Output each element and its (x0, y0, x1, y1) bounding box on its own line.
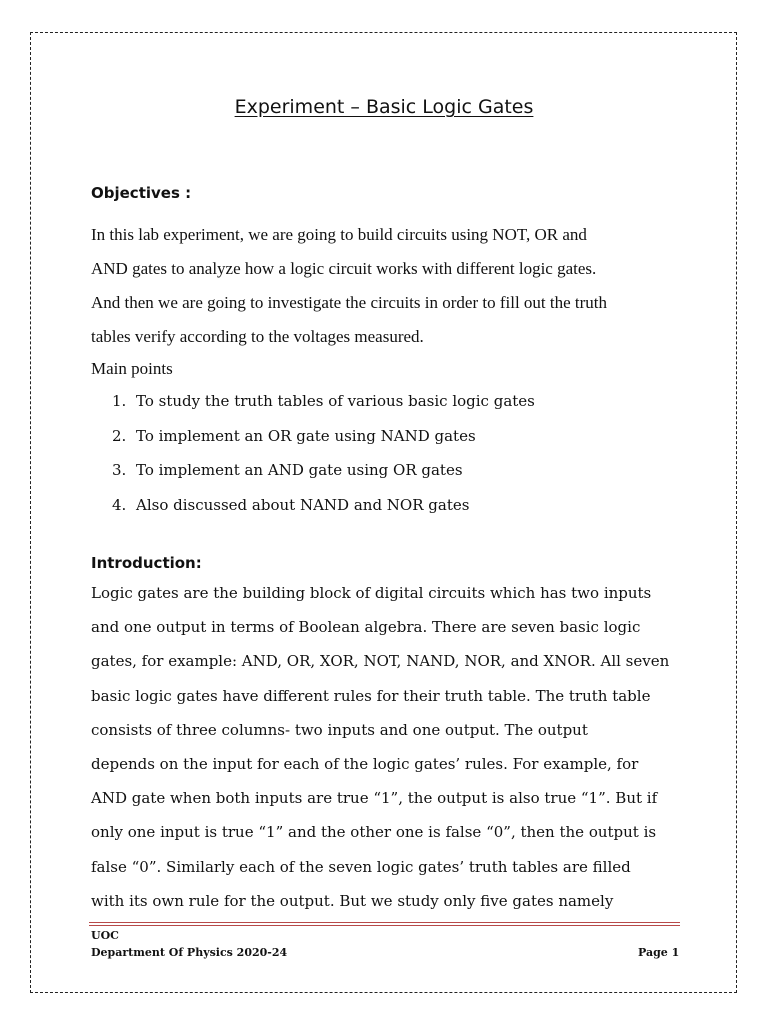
list-item-number: 1. (112, 392, 127, 410)
list-item-number: 2. (112, 426, 127, 445)
footer-organization: UOC (91, 929, 119, 942)
objectives-paragraph (91, 218, 691, 354)
footer-department: Department Of Physics 2020-24 (91, 946, 288, 959)
list-item-number: 3. (112, 461, 127, 479)
footer-divider (89, 922, 680, 923)
list-item (112, 488, 535, 523)
list-item-number: 4. (112, 495, 127, 514)
objectives-line: AND gates to analyze how a logic circuit works with different logic gates. (91, 259, 597, 278)
objectives-line: tables verify according to the voltages measured. (91, 327, 424, 346)
objectives-line: In this lab experiment, we are going to build circuits using NOT, OR and (91, 225, 587, 244)
document-title: Experiment – Basic Logic Gates (234, 96, 534, 118)
list-item-text: To implement an OR gate using NAND gates (136, 426, 476, 445)
main-points-label: Main points (91, 359, 173, 378)
list-item (112, 453, 535, 488)
introduction-line: false “0”. Similarly each of the seven logic gates’ truth tables are filled (91, 857, 631, 876)
introduction-line: depends on the input for each of the logic gates’ rules. For example, for (91, 755, 639, 774)
introduction-line: basic logic gates have different rules for their truth table. The truth table (91, 686, 651, 705)
footer-divider (89, 925, 680, 926)
introduction-line: only one input is true “1” and the other one is false “0”, then the output is (91, 823, 657, 842)
introduction-line: with its own rule for the output. But we study only five gates namely (91, 891, 614, 910)
introduction-paragraph (91, 576, 691, 918)
introduction-line: consists of three columns- two inputs and one output. The output (91, 720, 588, 739)
list-item (112, 419, 535, 454)
introduction-heading: Introduction: (91, 554, 202, 572)
main-points-list (112, 384, 535, 522)
footer-page-number: Page 1 (638, 946, 680, 959)
introduction-line: AND gate when both inputs are true “1”, the output is also true “1”. But if (91, 789, 658, 808)
introduction-line: and one output in terms of Boolean algebra. There are seven basic logic (91, 618, 641, 637)
introduction-line: gates, for example: AND, OR, XOR, NOT, NAND, NOR, and XNOR. All seven (91, 652, 670, 671)
list-item-text: To implement an AND gate using OR gates (136, 461, 463, 479)
list-item-text: To study the truth tables of various basic logic gates (136, 392, 535, 410)
list-item-text: Also discussed about NAND and NOR gates (136, 495, 470, 514)
objectives-line: And then we are going to investigate the circuits in order to fill out the truth (91, 293, 608, 312)
objectives-heading: Objectives : (91, 184, 192, 202)
list-item (112, 384, 535, 419)
introduction-line: Logic gates are the building block of digital circuits which has two inputs (91, 584, 652, 602)
